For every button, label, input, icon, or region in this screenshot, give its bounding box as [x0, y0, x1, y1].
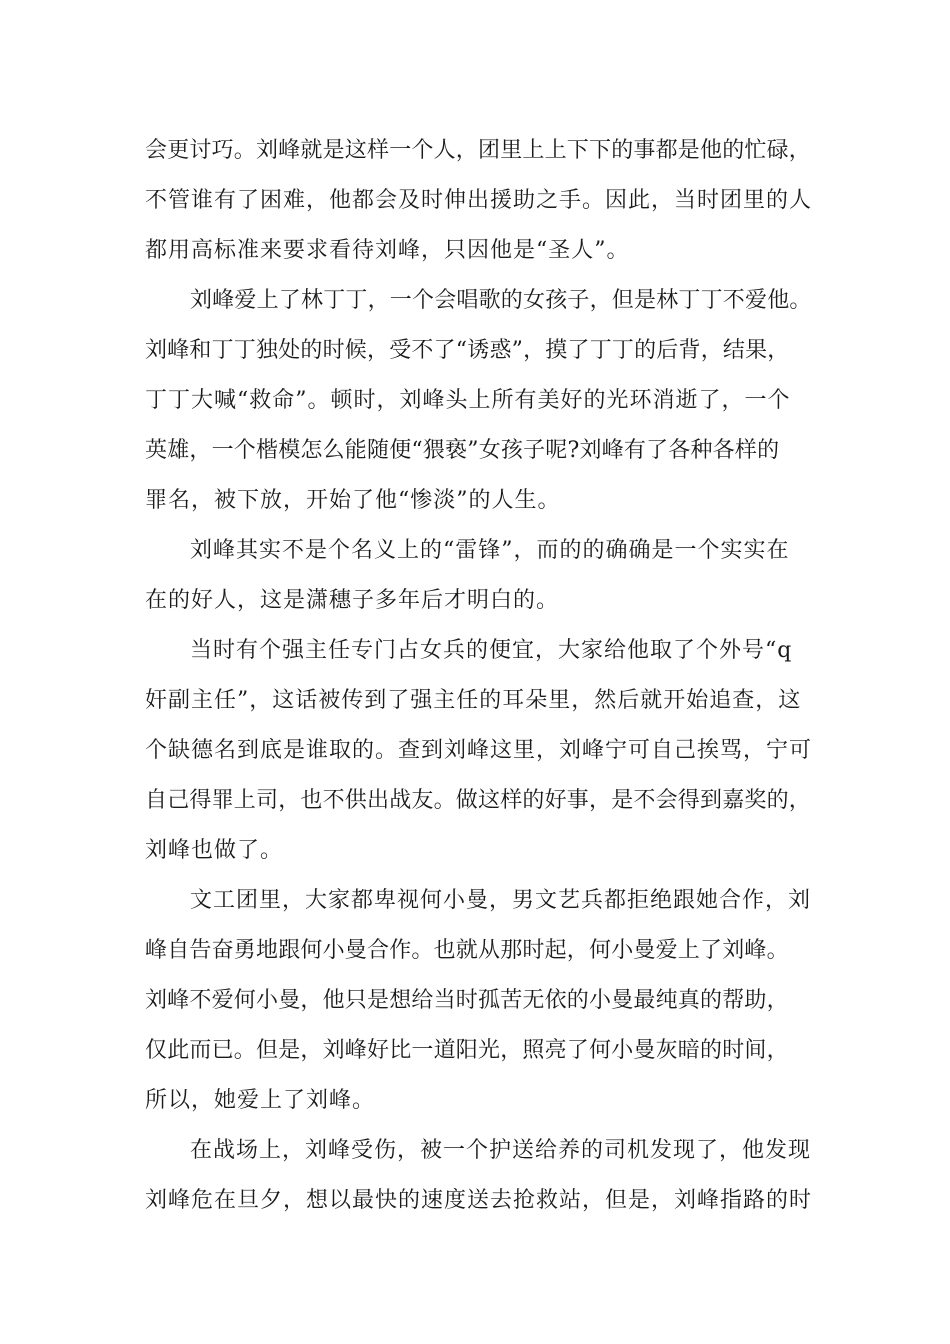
- text-line: 刘峰不爱何小曼，他只是想给当时孤苦无依的小曼最纯真的帮助，: [145, 988, 789, 1013]
- text-line: 个缺德名到底是谁取的。查到刘峰这里，刘峰宁可自己挨骂，宁可: [145, 738, 813, 763]
- text-line: 英雄，一个楷模怎么能随便“猥亵”女孩子呢?刘峰有了各种各样的: [145, 438, 780, 463]
- paragraph-first-line: 刘峰爱上了林丁丁，一个会唱歌的女孩子，但是林丁丁不爱他。: [190, 288, 812, 313]
- paragraph-first-line: 当时有个强主任专门占女兵的便宜，大家给他取了个外号“q: [190, 638, 793, 663]
- paragraph-first-line: 文工团里，大家都卑视何小曼，男文艺兵都拒绝跟她合作，刘: [190, 888, 812, 913]
- text-line: 不管谁有了困难，他都会及时伸出援助之手。因此，当时团里的人: [145, 188, 813, 213]
- text-line: 刘峰危在旦夕，想以最快的速度送去抢救站，但是，刘峰指路的时: [145, 1188, 813, 1213]
- text-line: 仅此而已。但是，刘峰好比一道阳光，照亮了何小曼灰暗的时间，: [145, 1038, 789, 1063]
- text-line: 都用高标准来要求看待刘峰，只因他是“圣人”。: [145, 238, 630, 263]
- text-line: 自己得罪上司，也不供出战友。做这样的好事，是不会得到嘉奖的，: [145, 788, 812, 813]
- text-line: 奸副主任”，这话被传到了强主任的耳朵里，然后就开始追查，这: [145, 688, 802, 713]
- paragraph-first-line: 在战场上，刘峰受伤，被一个护送给养的司机发现了，他发现: [190, 1138, 812, 1163]
- text-line: 刘峰和丁丁独处的时候，受不了“诱惑”，摸了丁丁的后背，结果，: [145, 338, 790, 363]
- text-line: 峰自告奋勇地跟何小曼合作。也就从那时起，何小曼爱上了刘峰。: [145, 938, 789, 963]
- text-line: 在的好人，这是潇穗子多年后才明白的。: [145, 588, 560, 613]
- text-line: 会更讨巧。刘峰就是这样一个人，团里上上下下的事都是他的忙碌，: [145, 138, 812, 163]
- text-line: 丁丁大喊“救命”。顿时，刘峰头上所有美好的光环消逝了，一个: [145, 388, 791, 413]
- document-body: [145, 130, 815, 1230]
- text-line: 所以，她爱上了刘峰。: [145, 1088, 376, 1113]
- paragraph-first-line: 刘峰其实不是个名义上的“雷锋”，而的的确确是一个实实在: [190, 538, 790, 563]
- text-line: 刘峰也做了。: [145, 838, 284, 863]
- text-line: 罪名，被下放，开始了他“惨淡”的人生。: [145, 488, 561, 513]
